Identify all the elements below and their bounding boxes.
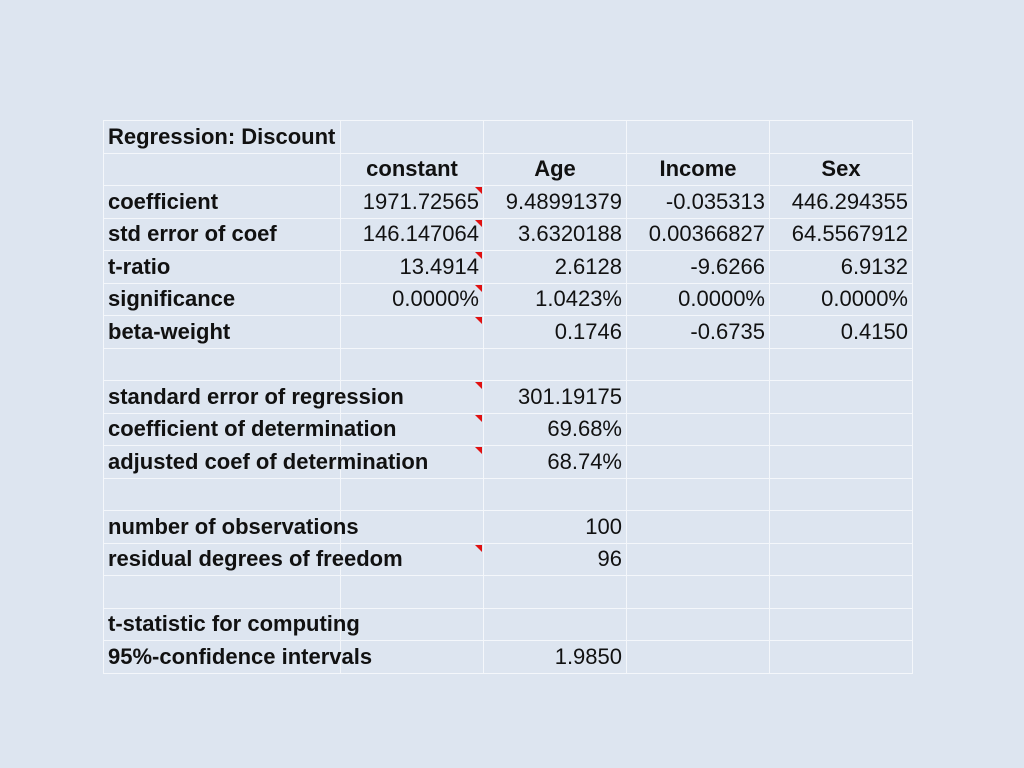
cell-empty[interactable]: [341, 576, 484, 609]
cell-empty[interactable]: [770, 413, 913, 446]
cell-value: 146.147064: [362, 221, 479, 247]
cell-empty[interactable]: [341, 121, 484, 154]
row-label-coefficient[interactable]: coefficient: [104, 186, 341, 219]
value-cell[interactable]: -0.035313: [627, 186, 770, 219]
comment-marker-icon[interactable]: [475, 447, 482, 454]
cell-empty[interactable]: [484, 348, 627, 381]
cell-empty[interactable]: [770, 446, 913, 479]
cell-empty[interactable]: [627, 413, 770, 446]
value-cell[interactable]: 0.4150: [770, 316, 913, 349]
obs-value[interactable]: 100: [484, 511, 627, 544]
cell-empty[interactable]: [104, 478, 341, 511]
value-cell[interactable]: 6.9132: [770, 251, 913, 284]
cell-empty[interactable]: [104, 576, 341, 609]
cell-empty[interactable]: [627, 348, 770, 381]
comment-marker-icon[interactable]: [475, 187, 482, 194]
table-row: [104, 511, 913, 544]
tstat-label-cell[interactable]: [104, 608, 360, 641]
row-label-beta-weight[interactable]: beta-weight: [104, 316, 341, 349]
table-row: [104, 413, 913, 446]
stat-label: coefficient of determination: [108, 416, 397, 442]
obs-label-cell[interactable]: [104, 543, 403, 576]
value-cell[interactable]: 9.48991379: [484, 186, 627, 219]
table-row: [104, 316, 913, 349]
cell-empty[interactable]: [770, 121, 913, 154]
cell-empty[interactable]: [627, 543, 770, 576]
stat-value[interactable]: 301.19175: [484, 381, 627, 414]
value-cell[interactable]: 2.6128: [484, 251, 627, 284]
value-cell[interactable]: 0.0000%: [627, 283, 770, 316]
header-income[interactable]: Income: [627, 153, 770, 186]
table-row: [104, 218, 913, 251]
value-cell[interactable]: [341, 283, 484, 316]
cell-empty[interactable]: [627, 121, 770, 154]
obs-label: number of observations: [108, 513, 359, 539]
header-sex[interactable]: Sex: [770, 153, 913, 186]
comment-marker-icon[interactable]: [475, 382, 482, 389]
comment-marker-icon[interactable]: [475, 317, 482, 324]
value-cell[interactable]: [341, 218, 484, 251]
stat-label: adjusted coef of determination: [108, 448, 429, 474]
cell-empty[interactable]: [341, 511, 484, 544]
cell-value: 1971.72565: [362, 188, 479, 214]
table-row: [104, 283, 913, 316]
value-cell[interactable]: [341, 251, 484, 284]
value-cell[interactable]: 0.00366827: [627, 218, 770, 251]
value-cell[interactable]: 0.1746: [484, 316, 627, 349]
cell-empty[interactable]: [770, 381, 913, 414]
cell-title[interactable]: [104, 121, 341, 154]
comment-marker-icon[interactable]: [475, 220, 482, 227]
cell-empty[interactable]: [770, 576, 913, 609]
cell-empty[interactable]: [104, 153, 341, 186]
table-title: Regression: Discount: [108, 123, 336, 149]
stat-label-cell[interactable]: [104, 446, 429, 479]
cell-empty[interactable]: [341, 478, 484, 511]
stat-label: standard error of regression: [108, 383, 404, 409]
cell-empty[interactable]: [341, 608, 484, 641]
cell-empty[interactable]: [627, 608, 770, 641]
cell-empty[interactable]: [627, 446, 770, 479]
stat-value[interactable]: 68.74%: [484, 446, 627, 479]
table-row: [104, 381, 913, 414]
value-cell[interactable]: -0.6735: [627, 316, 770, 349]
value-cell[interactable]: 64.5567912: [770, 218, 913, 251]
cell-value: 13.4914: [399, 253, 479, 279]
value-cell[interactable]: -9.6266: [627, 251, 770, 284]
header-constant[interactable]: constant: [341, 153, 484, 186]
stat-label-cell[interactable]: [104, 381, 404, 414]
table-row: [104, 543, 913, 576]
value-cell[interactable]: 1.0423%: [484, 283, 627, 316]
header-row: [104, 153, 913, 186]
cell-empty[interactable]: [627, 381, 770, 414]
value-cell[interactable]: [341, 316, 484, 349]
cell-empty[interactable]: [770, 641, 913, 674]
value-cell[interactable]: 0.0000%: [770, 283, 913, 316]
value-cell[interactable]: 446.294355: [770, 186, 913, 219]
cell-empty[interactable]: [484, 608, 627, 641]
cell-empty[interactable]: [770, 511, 913, 544]
table-row: [104, 608, 913, 641]
title-row: [104, 121, 913, 154]
cell-empty[interactable]: [770, 478, 913, 511]
obs-label: residual degrees of freedom: [108, 546, 403, 572]
cell-empty[interactable]: [770, 543, 913, 576]
comment-marker-icon[interactable]: [475, 252, 482, 259]
row-label-t-ratio[interactable]: t-ratio: [104, 251, 341, 284]
cell-empty[interactable]: [627, 511, 770, 544]
blank-row: [104, 478, 913, 511]
cell-empty[interactable]: [484, 576, 627, 609]
cell-empty[interactable]: [484, 478, 627, 511]
blank-row: [104, 576, 913, 609]
value-cell[interactable]: 3.6320188: [484, 218, 627, 251]
tstat-label-cell[interactable]: [104, 641, 373, 674]
row-label-std-error[interactable]: std error of coef: [104, 218, 341, 251]
cell-empty[interactable]: [341, 348, 484, 381]
table-row: [104, 641, 913, 674]
cell-empty[interactable]: [627, 478, 770, 511]
cell-empty[interactable]: [770, 608, 913, 641]
obs-label-cell[interactable]: [104, 511, 359, 544]
tstat-label-line1: t-statistic for computing: [108, 611, 360, 637]
value-cell[interactable]: [341, 186, 484, 219]
table-row: [104, 251, 913, 284]
row-label-significance[interactable]: significance: [104, 283, 341, 316]
stat-value[interactable]: 69.68%: [484, 413, 627, 446]
header-age[interactable]: Age: [484, 153, 627, 186]
cell-empty[interactable]: [484, 121, 627, 154]
obs-value[interactable]: 96: [484, 543, 627, 576]
table-row: [104, 446, 913, 479]
blank-row: [104, 348, 913, 381]
comment-marker-icon[interactable]: [475, 285, 482, 292]
regression-table: [103, 120, 913, 674]
cell-empty[interactable]: [104, 348, 341, 381]
cell-empty[interactable]: [627, 576, 770, 609]
comment-marker-icon[interactable]: [475, 545, 482, 552]
tstat-label-line2: 95%-confidence intervals: [108, 643, 373, 669]
stat-label-cell[interactable]: [104, 413, 397, 446]
tstat-value[interactable]: 1.9850: [484, 641, 627, 674]
cell-empty[interactable]: [627, 641, 770, 674]
comment-marker-icon[interactable]: [475, 415, 482, 422]
cell-empty[interactable]: [770, 348, 913, 381]
cell-value: 0.0000%: [392, 286, 479, 312]
table-row: [104, 186, 913, 219]
